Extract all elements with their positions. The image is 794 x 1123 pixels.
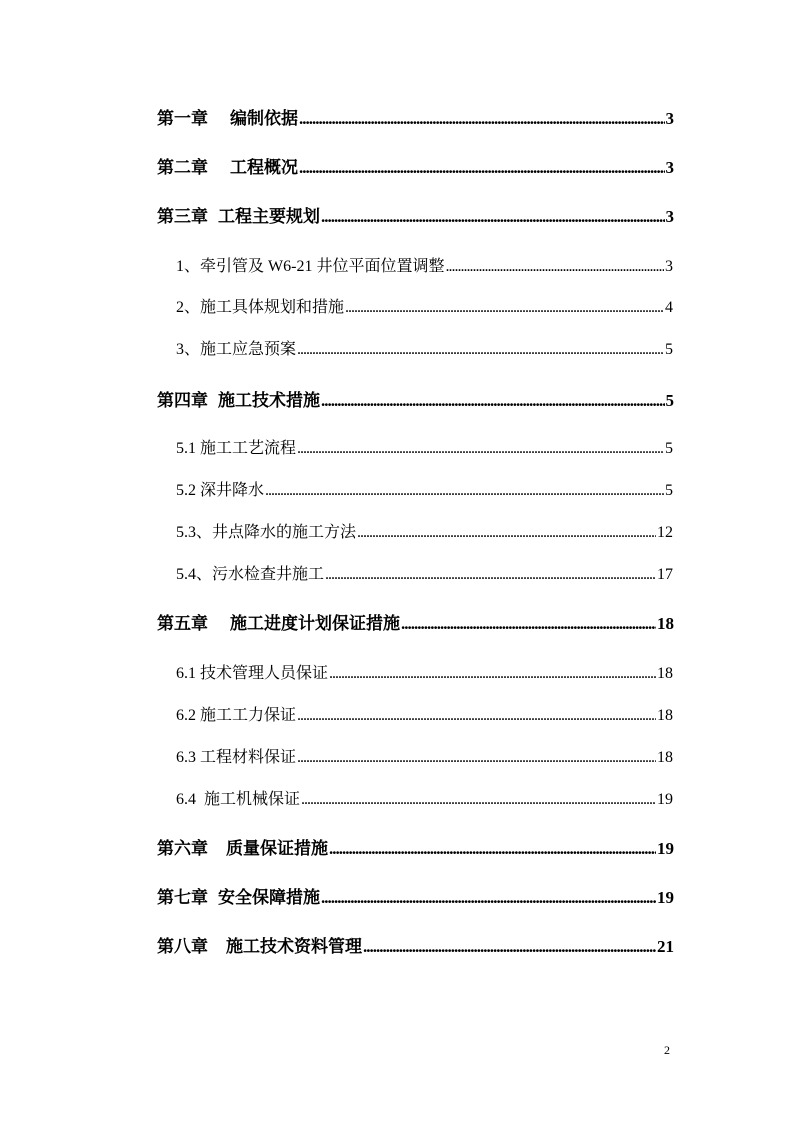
toc-entry-chapter-5[interactable] xyxy=(157,612,674,634)
toc-dot-leader xyxy=(297,439,664,459)
toc-entry-number: 5.3、 xyxy=(176,524,213,541)
toc-entry-title: 质量保证措施 xyxy=(226,839,328,858)
toc-entry-page: 5 xyxy=(665,482,673,499)
toc-entry-title: 技术管理人员保证 xyxy=(200,665,329,682)
toc-dot-leader xyxy=(297,748,656,768)
toc-entry-number: 第一章 xyxy=(157,109,208,128)
toc-dot-leader xyxy=(357,523,656,543)
toc-entry-number: 3、 xyxy=(176,341,201,358)
toc-entry-title: 施工技术资料管理 xyxy=(226,937,362,956)
toc-entry-page: 19 xyxy=(657,791,673,808)
toc-entry-page: 18 xyxy=(657,707,673,724)
toc-entry-number: 6.2 xyxy=(176,707,196,724)
toc-entry-number: 第六章 xyxy=(157,839,208,858)
toc-entry-title: 深井降水 xyxy=(200,482,265,499)
toc-entry-chapter-3[interactable] xyxy=(157,205,674,227)
toc-dot-leader xyxy=(265,481,664,501)
toc-entry-section-3-1[interactable] xyxy=(176,255,673,277)
toc-entry-page: 19 xyxy=(657,839,674,858)
toc-entry-page: 5 xyxy=(665,391,674,410)
toc-entry-title: 施工工力保证 xyxy=(200,707,297,724)
toc-entry-page: 17 xyxy=(657,566,673,583)
toc-dot-leader xyxy=(329,839,656,859)
toc-entry-title: 工程概况 xyxy=(230,158,298,177)
toc-entry-number: 第三章 xyxy=(157,207,208,226)
toc-entry-page: 18 xyxy=(657,614,674,633)
toc-entry-chapter-8[interactable] xyxy=(157,935,674,957)
toc-entry-number: 2、 xyxy=(176,299,201,316)
toc-entry-section-6-1[interactable] xyxy=(176,662,673,684)
toc-entry-number: 第四章 xyxy=(157,391,208,410)
toc-dot-leader xyxy=(297,706,656,726)
toc-entry-number: 5.4、 xyxy=(176,566,213,583)
toc-dot-leader xyxy=(445,257,664,277)
toc-entry-section-3-2[interactable] xyxy=(176,296,673,318)
toc-dot-leader xyxy=(297,340,664,360)
toc-entry-number: 6.1 xyxy=(176,665,196,682)
toc-entry-section-5-1[interactable] xyxy=(176,437,673,459)
toc-entry-section-5-2[interactable] xyxy=(176,479,673,501)
toc-entry-page: 5 xyxy=(665,341,673,358)
toc-entry-section-6-2[interactable] xyxy=(176,704,673,726)
toc-entry-title: 施工工艺流程 xyxy=(200,440,297,457)
toc-entry-number: 1、 xyxy=(176,258,201,275)
toc-entry-number: 6.4 xyxy=(176,791,196,808)
toc-dot-leader xyxy=(321,207,665,227)
toc-dot-leader xyxy=(363,937,656,957)
toc-entry-page: 3 xyxy=(665,258,673,275)
toc-entry-number: 6.3 xyxy=(176,749,196,766)
toc-dot-leader xyxy=(401,614,656,634)
toc-dot-leader xyxy=(325,565,656,585)
toc-entry-title: 施工进度计划保证措施 xyxy=(230,614,400,633)
toc-entry-title: 工程主要规划 xyxy=(218,207,320,226)
toc-entry-title: 污水检查井施工 xyxy=(212,566,325,583)
toc-entry-title: 施工具体规划和措施 xyxy=(200,299,345,316)
toc-entry-title: 井点降水的施工方法 xyxy=(212,524,357,541)
toc-entry-chapter-6[interactable] xyxy=(157,837,674,859)
toc-entry-chapter-2[interactable] xyxy=(157,156,674,178)
toc-entry-page: 12 xyxy=(657,524,673,541)
page-number: 2 xyxy=(664,1043,670,1057)
toc-entry-number: 第八章 xyxy=(157,937,208,956)
toc-entry-page: 18 xyxy=(657,749,673,766)
toc-entry-page: 3 xyxy=(665,158,674,177)
toc-entry-title: 工程材料保证 xyxy=(200,749,297,766)
toc-entry-title: 牵引管及 W6-21 井位平面位置调整 xyxy=(200,258,445,275)
toc-entry-page: 19 xyxy=(657,888,674,907)
toc-entry-title: 安全保障措施 xyxy=(218,888,320,907)
toc-entry-section-3-3[interactable] xyxy=(176,338,673,360)
toc-entry-chapter-4[interactable] xyxy=(157,389,674,411)
toc-entry-section-5-3[interactable] xyxy=(176,521,673,543)
toc-entry-title: 施工应急预案 xyxy=(200,341,297,358)
toc-entry-number: 5.2 xyxy=(176,482,196,499)
toc-dot-leader xyxy=(299,158,665,178)
toc-entry-page: 3 xyxy=(665,207,674,226)
toc-dot-leader xyxy=(345,298,664,318)
toc-entry-page: 18 xyxy=(657,665,673,682)
toc-dot-leader xyxy=(299,109,665,129)
toc-entry-page: 3 xyxy=(665,109,674,128)
toc-entry-section-6-3[interactable] xyxy=(176,746,673,768)
toc-dot-leader xyxy=(321,888,656,908)
toc-entry-number: 第二章 xyxy=(157,158,208,177)
toc-dot-leader xyxy=(321,391,665,411)
toc-entry-page: 4 xyxy=(665,299,673,316)
toc-entry-title: 施工技术措施 xyxy=(218,391,320,410)
toc-entry-title: 编制依据 xyxy=(230,109,298,128)
toc-entry-number: 第五章 xyxy=(157,614,208,633)
toc-entry-number: 5.1 xyxy=(176,440,196,457)
toc-entry-number: 第七章 xyxy=(157,888,208,907)
toc-entry-title: 施工机械保证 xyxy=(204,791,301,808)
toc-entry-section-5-4[interactable] xyxy=(176,563,673,585)
toc-dot-leader xyxy=(329,664,656,684)
toc-entry-page: 5 xyxy=(665,440,673,457)
toc-dot-leader xyxy=(301,790,656,810)
toc-entry-chapter-1[interactable] xyxy=(157,107,674,129)
toc-entry-chapter-7[interactable] xyxy=(157,886,674,908)
toc-entry-page: 21 xyxy=(657,937,674,956)
toc-entry-section-6-4[interactable] xyxy=(176,788,673,810)
